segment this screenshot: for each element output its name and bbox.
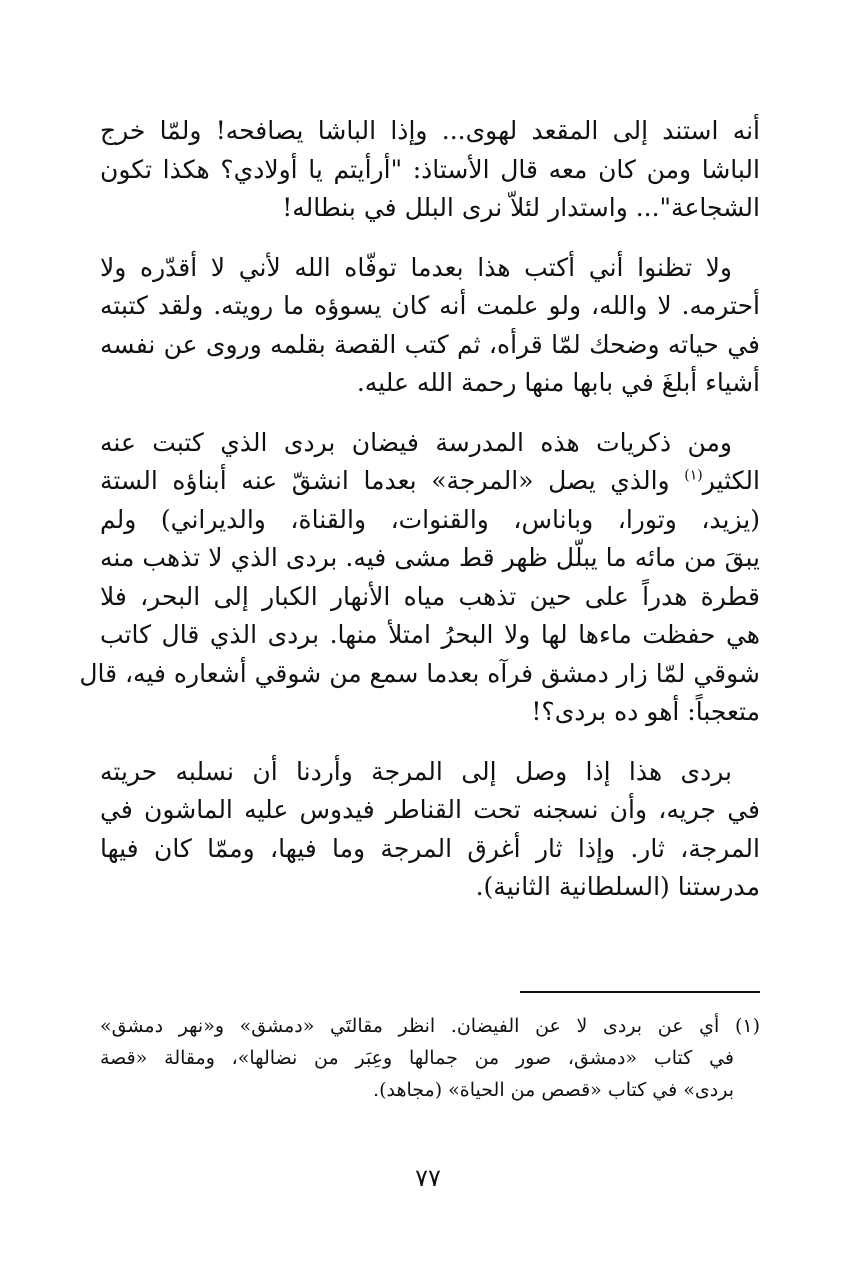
- text-line: بردى هذا إذا وصل إلى المرجة وأردنا أن نسلبه حريته: [100, 756, 732, 786]
- paragraph-2: [100, 249, 760, 403]
- paragraph-3: [79, 424, 760, 732]
- footnote-line: بردى» في كتاب «قصص من الحياة» (مجاهد).: [373, 1079, 734, 1101]
- paragraph-1: [100, 112, 760, 228]
- paragraph-4: [100, 753, 760, 907]
- text-line: متعجباً: أهو ده بردى؟!: [531, 697, 760, 726]
- text-line: قطرة هدراً على حين تذهب مياه الأنهار الكبار إلى البحر، فلا: [100, 581, 760, 611]
- page-body: [79, 112, 760, 928]
- text-line: المرجة، ثار. وإذا ثار أغرق المرجة وما فيها، وممّا كان فيها: [100, 833, 760, 863]
- text-fragment: الكثير: [702, 466, 760, 495]
- text-line: في جريه، وأن نسجنه تحت القناطر فيدوس عليه الماشون في: [100, 795, 760, 824]
- text-line: مدرستنا (السلطانية الثانية).: [475, 872, 760, 901]
- text-line: أحترمه. لا والله، ولو علمت أنه كان يسوؤه ما رويته. ولقد كتبته: [100, 291, 760, 320]
- footnote-reference[interactable]: (١): [684, 467, 703, 484]
- text-line: شوقي لمّا زار دمشق فرآه بعدما سمع من شوقي أشعاره فيه، قال: [79, 658, 760, 688]
- text-fragment: والذي يصل «المرجة» بعدما انشقّ عنه أبناؤه الستة: [100, 466, 685, 495]
- text-line: ومن ذكريات هذه المدرسة فيضان بردى الذي كتبت عنه: [100, 427, 732, 457]
- footnote-line: (١) أي عن بردى لا عن الفيضان. انظر مقالتَي «دمشق» و«نهر دمشق»: [100, 1015, 760, 1037]
- text-line: هي حفظت ماءها لها ولا البحرُ امتلأ منها. بردى الذي قال كاتب: [100, 620, 760, 649]
- text-line: يبقَ من مائه ما يبلّل ظهر قط مشى فيه. بردى الذي لا تذهب منه: [100, 543, 760, 572]
- text-line-with-footnote: [100, 462, 760, 501]
- text-line: الشجاعة"... واستدار لئلاّ نرى البلل في بنطاله!: [282, 193, 760, 222]
- footnote-separator: [520, 991, 760, 993]
- text-line: في حياته وضحك لمّا قرأه، ثم كتب القصة بقلمه وروى عن نفسه: [100, 329, 760, 359]
- text-line: أنه استند إلى المقعد لهوى... وإذا الباشا يصافحه! ولمّا خرج: [100, 116, 760, 145]
- footnote-line: في كتاب «دمشق، صور من جمالها وعِبَر من نضالها»، ومقالة «قصة: [100, 1047, 734, 1069]
- footnotes: [100, 1010, 760, 1106]
- text-line: أشياء أبلغَ في بابها منها رحمة الله عليه.: [356, 368, 760, 397]
- text-line: (يزيد، وتورا، وباناس، والقنوات، والقناة، والديراني) ولم: [100, 504, 760, 534]
- text-line: ولا تظنوا أني أكتب هذا بعدما توفّاه الله لأني لا أقدّره ولا: [100, 252, 732, 282]
- text-line: الباشا ومن كان معه قال الأستاذ: "أرأيتم يا أولادي؟ هكذا تكون: [100, 154, 760, 184]
- page-number: ٧٧: [415, 1164, 441, 1192]
